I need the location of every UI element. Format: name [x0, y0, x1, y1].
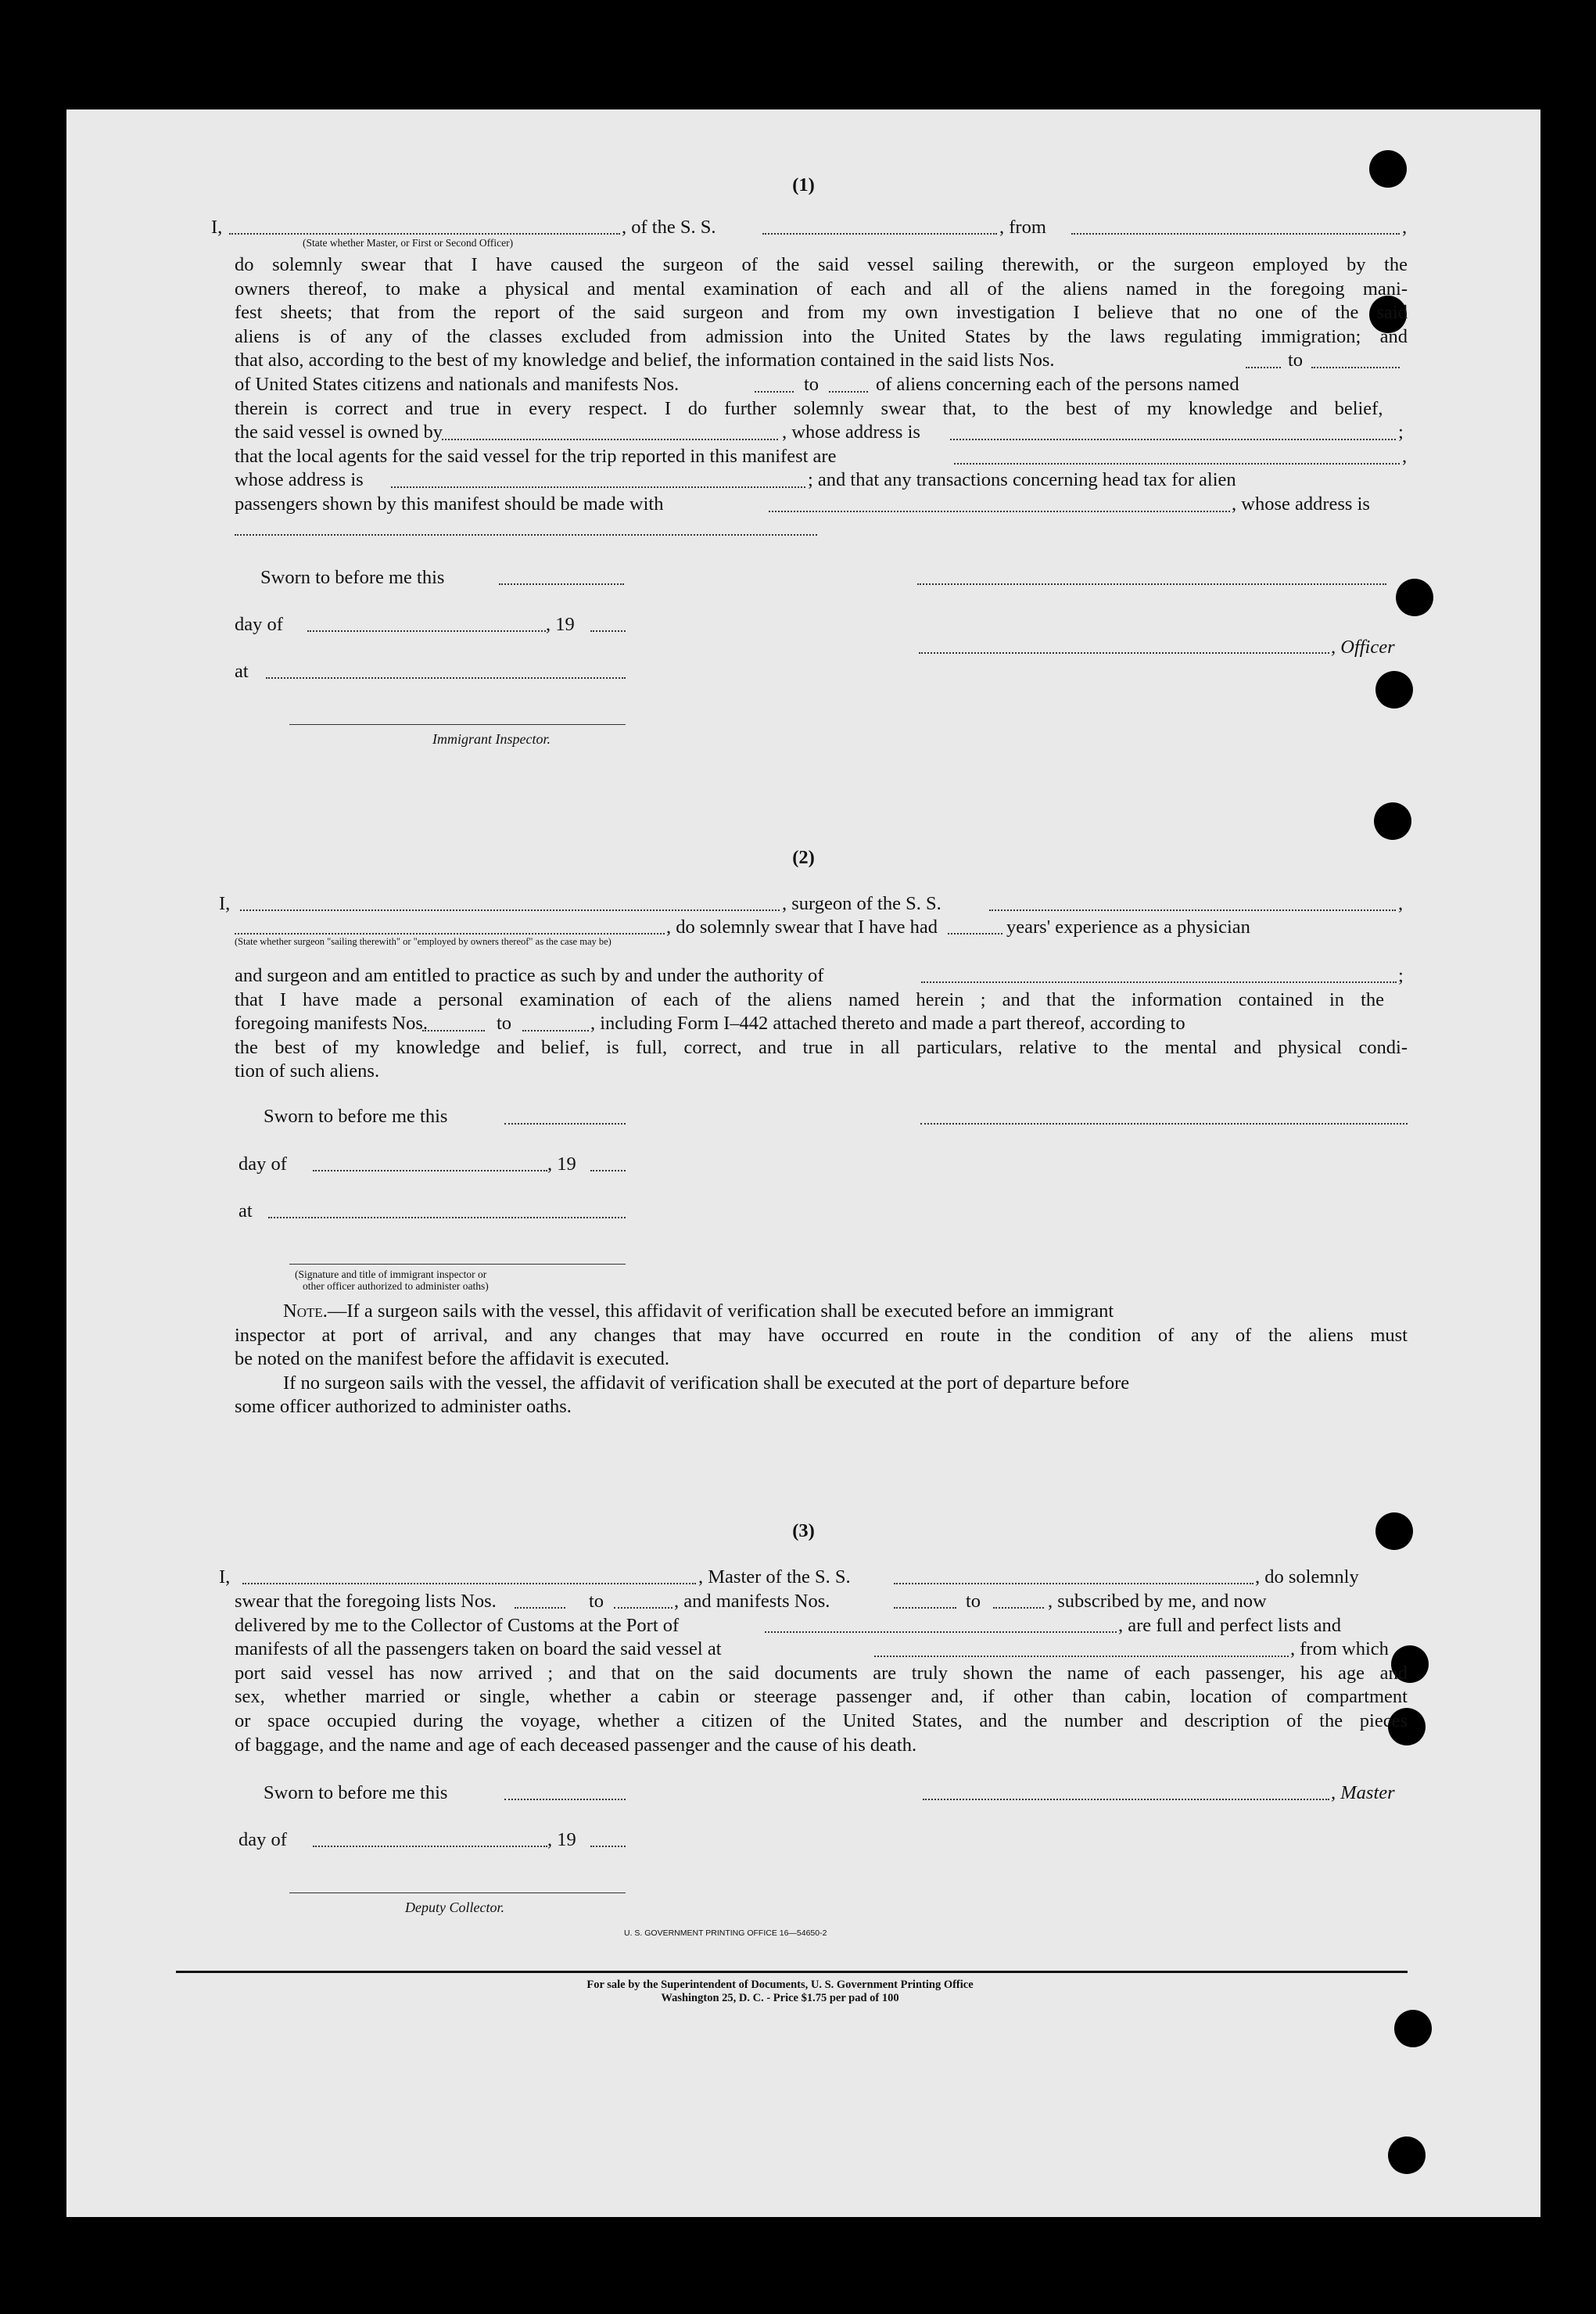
lists-to-field[interactable] [614, 1607, 672, 1609]
inspector-signature-line[interactable] [289, 724, 626, 725]
manifests-from-field[interactable] [755, 391, 794, 393]
port-field[interactable] [765, 1631, 1117, 1633]
boarding-port-field[interactable] [874, 1656, 1289, 1657]
manifests-from-field[interactable] [422, 1030, 485, 1031]
officer-label: , Officer [1331, 637, 1395, 658]
sale-notice-2: Washington 25, D. C. - Price $1.75 per pad of 100 [661, 1992, 899, 2004]
sale-notice-1: For sale by the Superintendent of Documents, U. S. Government Printing Office [586, 1979, 974, 1991]
note-paragraph: Note.—If a surgeon sails with the vessel, this affidavit of verification shall be executed before an immigrant [283, 1301, 1114, 1322]
of-ss-label: , of the S. S. [622, 217, 716, 238]
local-agents-field[interactable] [954, 463, 1400, 465]
sworn-day-field[interactable] [499, 583, 624, 585]
manifests-to-field[interactable] [993, 1607, 1044, 1609]
lists-from-field[interactable] [1246, 367, 1281, 368]
footer-rule [176, 1971, 1408, 1973]
officer-signature-line[interactable] [917, 583, 1386, 585]
punch-hole [1396, 579, 1433, 616]
sworn-day-field[interactable] [504, 1799, 626, 1800]
inspector-label: Immigrant Inspector. [432, 731, 551, 747]
oath-line: owners thereof, to make a physical and mental examination of each and all of the aliens named in the foregoing mani- [235, 278, 1408, 300]
lists-from-field[interactable] [515, 1607, 565, 1609]
agents-address-field[interactable] [391, 486, 805, 488]
lists-to-field[interactable] [1311, 367, 1400, 368]
section-number: (2) [792, 847, 815, 868]
oath-line: of United States citizens and nationals and manifests Nos. [235, 374, 680, 395]
surgeon-signature-line[interactable] [920, 1123, 1408, 1125]
year-field[interactable] [590, 1846, 626, 1847]
collector-signature-line[interactable] [289, 1892, 626, 1893]
section-number: (3) [792, 1520, 815, 1541]
place-field[interactable] [268, 1217, 626, 1218]
manifests-to-field[interactable] [522, 1030, 589, 1031]
oath-line: do solemnly swear that I have caused the surgeon of the said vessel sailing therewith, or the surgeon employed by the [235, 254, 1408, 275]
owner-field[interactable] [442, 439, 778, 440]
sworn-day-field[interactable] [504, 1123, 626, 1125]
vessel-name-field[interactable] [762, 233, 997, 235]
year-field[interactable] [590, 630, 626, 632]
surgeon-status-field[interactable] [235, 933, 665, 935]
year-field[interactable] [590, 1170, 626, 1171]
from-label: , from [999, 217, 1046, 238]
inspector-signature-line[interactable] [289, 1264, 626, 1265]
surgeon-name-field[interactable] [240, 909, 780, 911]
surgeon-status-note: (State whether surgeon "sailing therewith" or "employed by owners thereof" as the case may be) [235, 936, 612, 947]
years-field[interactable] [948, 933, 1002, 935]
punch-hole [1394, 2010, 1432, 2047]
manifests-from-field[interactable] [894, 1607, 956, 1609]
head-tax-address-field[interactable] [235, 534, 817, 536]
deputy-collector-label: Deputy Collector. [405, 1900, 504, 1915]
section-number: (1) [792, 174, 815, 196]
sworn-label: Sworn to before me this [260, 567, 445, 588]
master-label: , Master [1331, 1782, 1395, 1803]
day-of-field[interactable] [313, 1170, 547, 1171]
day-of-field[interactable] [313, 1846, 547, 1847]
oath-line: that also, according to the best of my knowledge and belief, the information contained in the said lists Nos. [235, 350, 1055, 371]
punch-hole [1375, 671, 1413, 709]
form-page: (1) I, , of the S. S. , from , (State whether Master, or First or Second Officer) do solemnly swear that I have caused the surgeon of the said vessel sailing therewith, or the surgeon employed by the owners thereof, to make a physical and mental examination of each and all of the aliens named in the foregoing mani- fest sheets; that from the report of the said surgeon and from my own investigation I believe that no one of the said aliens is of any of the classes excluded from admission into the United States by the laws regulating immigration; and that also, according to the best of my knowledge and belief, the information contained in the said lists Nos. to of United States citizens and nationals and manifests Nos. to of aliens concerning each of the persons named therein is correct and true in every respect. I do further solemnly swear that, to the best of my knowledge and belief, the said vessel is owned by , whose address is ; that the local agents for the said vessel for the trip reported in this manifest are , whose address is ; and that any transactions concerning head tax for alien passengers shown by this manifest should be made with , whose address is Sworn to before me this day of , 19 , Officer at Immigrant Inspector. (2) I, , surgeon of the S. S. , , do solemnly swear that I have had years' experience as a physician (State whether surgeon "sailing therewith" or "employed by owners thereof" as the case may be) and surgeon and am entitled to practice as such by and under the authority of ; that I have made a personal examination of each of the aliens named herein ; and that the information contained in the foregoing manifests Nos. to , including Form I–442 attached thereto and made a part thereof, according to the best of my knowledge and belief, is full, correct, and true in all particulars, relative to the mental and physical condi- tion of such aliens. Sworn to before me this day of , 19 at (Signature and title of immigrant inspector or other officer authorized to administer oaths) Note.—If a surgeon sails with the vessel, this affidavit of verification shall be executed before an immigrant inspector at port of arrival, and any changes that may have occurred en route in the condition of any of the aliens must be noted on the manifest before the affidavit is executed. If no surgeon sails with the vessel, the affidavit of verification shall be executed at the port of departure before some officer authorized to administer oaths. (3) I, , Master of the S. S. , do solemnly swear that the foregoing lists Nos. to , and manifests Nos. to , subscribed by me, and now delivered by me to the Collector of Customs at the Port of , are full and perfect lists and manifests of all the passengers taken on board the said vessel at , from which port said vessel has now arrived ; and that on the said documents are truly shown the name of each passenger, his age and sex, whether married or single, whether a cabin or steerage passenger and, if other than cabin, location of compartment or space occupied during the voyage, whether a citizen of the United States, and the number and description of the pieces of baggage, and the name and age of each deceased passenger and the cause of his death. Sworn to before me this , Master day of , 19 Deputy Collector. U. S. GOVERNMENT PRINTING OFFICE 16—54650-2 For sale by the Superintendent of Documents, U. S. Government Printing Office Washington 25, D. C. - Price $1.75 per pad of 100 [66, 109, 1540, 2217]
manifests-to-field[interactable] [829, 391, 868, 393]
state-rank-note: (State whether Master, or First or Second Officer) [303, 237, 514, 249]
surgeon-vessel-field[interactable] [989, 909, 1396, 911]
oath-line: fest sheets; that from the report of the said surgeon and from my own investigation I believe that no one of the said [235, 302, 1408, 324]
gpo-imprint: U. S. GOVERNMENT PRINTING OFFICE 16—54650-2 [624, 1928, 827, 1938]
place-field[interactable] [266, 677, 626, 679]
owner-address-field[interactable] [950, 439, 1396, 440]
master-signature-line[interactable] [923, 1799, 1329, 1800]
punch-hole [1388, 2136, 1426, 2174]
master-vessel-field[interactable] [894, 1583, 1253, 1584]
oath-line: therein is correct and true in every respect. I do further solemnly swear that, to the best of my knowledge and belief, [235, 397, 1383, 419]
i-label: I, [211, 217, 223, 238]
authority-field[interactable] [921, 981, 1397, 983]
punch-hole [1374, 802, 1411, 840]
day-of-field[interactable] [307, 630, 546, 632]
note-label: Note. [283, 1301, 328, 1322]
officer-title-line[interactable] [919, 652, 1329, 654]
head-tax-party-field[interactable] [769, 511, 1230, 512]
oath-line: aliens is of any of the classes excluded from admission into the United States by the laws regulating immigration; and [235, 325, 1408, 347]
master-name-field[interactable] [242, 1583, 696, 1584]
officer-rank-field[interactable] [229, 233, 620, 235]
from-port-field[interactable] [1071, 233, 1400, 235]
